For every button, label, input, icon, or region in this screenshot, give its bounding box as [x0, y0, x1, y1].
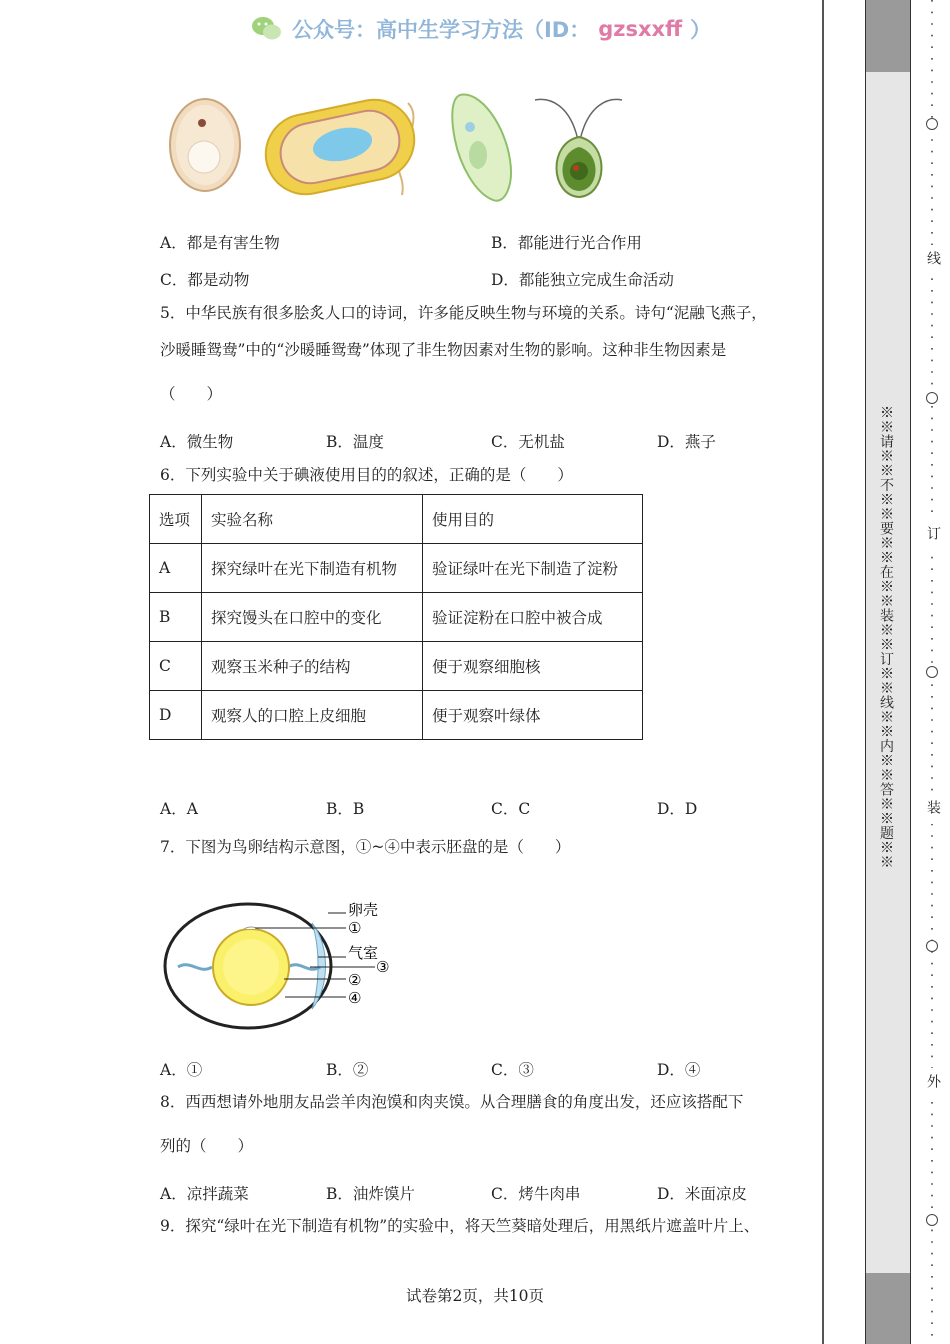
- q9-stem-line1: 9．探究“绿叶在光下制造有机物”的实验中，将天竺葵暗处理后，用黑纸片遮盖叶片上、: [160, 1217, 760, 1235]
- table-cell: 探究馒头在口腔中的变化: [202, 593, 423, 642]
- table-header-cell: 选项: [150, 495, 202, 544]
- q8-option-a: A．凉拌蔬菜: [160, 1185, 249, 1203]
- q7-option-c: C．③: [491, 1061, 534, 1079]
- table-cell: 观察玉米种子的结构: [202, 642, 423, 691]
- watermark-prefix: 公众号：高中生学习方法（ID：: [292, 18, 591, 42]
- label-4: ④: [348, 989, 362, 1007]
- table-row: [150, 593, 643, 642]
- q8-option-b: B．油炸馍片: [326, 1185, 415, 1203]
- label-3: ③: [376, 958, 390, 976]
- q5-stem-line2: 沙暖睡鸳鸯”中的“沙暖睡鸳鸯”体现了非生物因素对生物的影响。这种非生物因素是: [160, 341, 727, 359]
- table-row: [150, 691, 643, 740]
- watermark-suffix: ）: [690, 18, 712, 42]
- q5-stem-line1: 5．中华民族有很多脍炙人口的诗词，许多能反映生物与环境的关系。诗句“泥融飞燕子，: [160, 304, 767, 322]
- table-header-cell: 实验名称: [202, 495, 423, 544]
- seal-mark-xian: 线: [925, 251, 941, 266]
- table-cell: 观察人的口腔上皮细胞: [202, 691, 423, 740]
- q6-option-c: C．C: [491, 800, 531, 818]
- q4-option-a: A．都是有害生物: [160, 234, 280, 252]
- page-footer: 试卷第2页，共10页: [405, 1287, 545, 1305]
- watermark-id: gzsxxff: [598, 17, 683, 41]
- paramecium-image: [452, 95, 511, 201]
- table-cell: 便于观察细胞核: [423, 642, 643, 691]
- table-cell: B: [150, 593, 202, 642]
- q7-option-b: B．②: [326, 1061, 369, 1079]
- q6-table: [149, 494, 643, 740]
- table-cell: 便于观察叶绿体: [423, 691, 643, 740]
- table-row: [150, 544, 643, 593]
- q6-option-b: B．B: [326, 800, 365, 818]
- label-air-chamber: 气室: [348, 944, 379, 962]
- binding-notice: ※※请※※不※※要※※在※※装※※订※※线※※内※※答※※题※※: [878, 405, 894, 869]
- q8-option-d: D．米面凉皮: [657, 1185, 747, 1203]
- table-cell: 探究绿叶在光下制造有机物: [202, 544, 423, 593]
- seal-mark-wai: 外: [925, 1074, 941, 1089]
- bird-egg-diagram: [160, 895, 400, 1035]
- wechat-icon: [250, 15, 284, 43]
- q7-option-d: D．④: [657, 1061, 701, 1079]
- q5-stem-line3: （ ）: [160, 385, 223, 403]
- q8-option-c: C．烤牛肉串: [491, 1185, 581, 1203]
- q8-stem-line1: 8．西西想请外地朋友品尝羊肉泡馍和肉夹馍。从合理膳食的角度出发，还应该搭配下: [160, 1093, 744, 1111]
- margin-line: [822, 0, 824, 1344]
- table-header-row: [150, 495, 643, 544]
- table-row: [150, 642, 643, 691]
- q4-option-c: C．都是动物: [160, 271, 250, 289]
- table-cell: 验证绿叶在光下制造了淀粉: [423, 544, 643, 593]
- q6-option-a: A．A: [160, 800, 198, 818]
- q4-option-b: B．都能进行光合作用: [491, 234, 642, 252]
- watermark-header: [250, 12, 711, 46]
- seal-line-dots: [924, 0, 940, 1344]
- label-2: ②: [348, 971, 362, 989]
- chlamydomonas-image: [535, 99, 622, 197]
- q5-option-c: C．无机盐: [491, 433, 565, 451]
- table-cell: A: [150, 544, 202, 593]
- q6-stem: 6．下列实验中关于碘液使用目的的叙述，正确的是（ ）: [160, 466, 573, 484]
- yeast-cell-image: [170, 99, 240, 191]
- q4-option-d: D．都能独立完成生命活动: [491, 271, 674, 289]
- q7-stem: 7．下图为鸟卵结构示意图，①~④中表示胚盘的是（ ）: [160, 838, 571, 856]
- q5-option-a: A．微生物: [160, 433, 234, 451]
- binding-strip-top: [865, 0, 911, 72]
- label-shell: 卵壳: [348, 901, 379, 919]
- seal-mark-zhuang: 装: [925, 800, 941, 815]
- q5-option-b: B．温度: [326, 433, 384, 451]
- q5-option-d: D．燕子: [657, 433, 716, 451]
- q7-option-a: A．①: [160, 1061, 203, 1079]
- table-cell: 验证淀粉在口腔中被合成: [423, 593, 643, 642]
- table-cell: D: [150, 691, 202, 740]
- organism-illustrations: [160, 85, 640, 210]
- binding-strip-bottom: [865, 1273, 911, 1344]
- table-header-cell: 使用目的: [423, 495, 643, 544]
- bacterium-image: [258, 92, 421, 201]
- label-1: ①: [348, 919, 362, 937]
- seal-mark-ding: 订: [925, 526, 941, 541]
- table-cell: C: [150, 642, 202, 691]
- q6-option-d: D．D: [657, 800, 698, 818]
- q8-stem-line2: 列的（ ）: [160, 1137, 254, 1155]
